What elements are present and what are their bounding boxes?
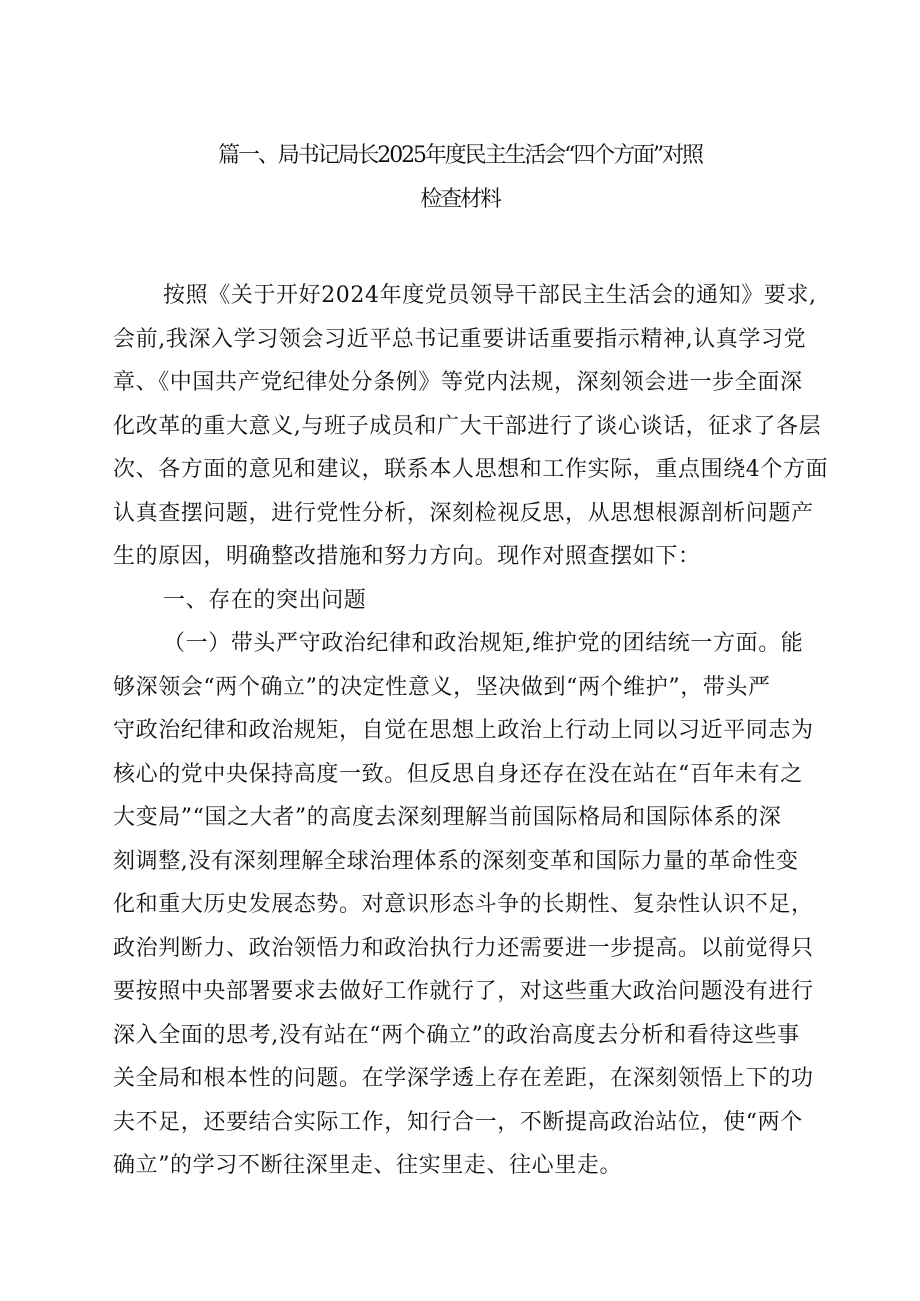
paragraph-2-line: 要按照中央部署要求去做好工作就行了，对这些重大政治问题没有进行 <box>113 979 814 1004</box>
paragraph-1-line: 章、《中国共产党纪律处分条例》等党内法规，深刻领会进一步全面深 <box>113 370 803 395</box>
paragraph-1-line: 会前,我深入学习领会习近平总书记重要讲话重要指示精神,认真学习党 <box>113 326 807 352</box>
paragraph-2-line: 够深领会“两个确立”的决定性意义，坚决做到“两个维护”，带头严 <box>113 674 771 700</box>
paragraph-2-line: 化和重大历史发展态势。对意识形态斗争的长期性、复杂性认识不足， <box>113 892 814 917</box>
paragraph-1-line: 认真查摆问题，进行党性分析，深刻检视反思，从思想根源剖析问题产 <box>113 500 814 526</box>
document-title-line-1: 篇一、局书记局长2025年度民主生活会“四个方面”对照 <box>218 143 702 168</box>
document-title-line-2: 检查材料 <box>420 187 500 212</box>
paragraph-2-line: 深入全面的思考,没有站在“两个确立”的政治高度去分析和看待这些事 <box>113 1022 800 1048</box>
paragraph-2-line: 关全局和根本性的问题。在学深学透上存在差距，在深刻领悟上下的功 <box>113 1066 814 1091</box>
paragraph-2-line: 确立”的学习不断往深里走、往实里走、往心里走。 <box>113 1153 623 1178</box>
paragraph-2-line: 核心的党中央保持高度一致。但反思自身还存在没在站在“百年未有之 <box>113 761 803 787</box>
paragraph-2-line: 刻调整,没有深刻理解全球治理体系的深刻变革和国际力量的革命性变 <box>113 848 799 874</box>
paragraph-2-line: 大变局”“国之大者”的高度去深刻理解当前国际格局和国际体系的深 <box>113 805 782 830</box>
paragraph-2-line: 守政治纪律和政治规矩，自觉在思想上政治上行动上同以习近平同志为 <box>113 718 814 743</box>
paragraph-2-line: 政治判断力、政治领悟力和政治执行力还需要进一步提高。以前觉得只 <box>113 935 814 961</box>
paragraph-1-line: 次、各方面的意见和建议，联系本人思想和工作实际，重点围绕4个方面 <box>113 457 829 482</box>
paragraph-1-line: 生的原因，明确整改措施和努力方向。现作对照查摆如下： <box>113 544 701 569</box>
paragraph-1-line: 按照《关于开好2024年度党员领导干部民主生活会的通知》要求, <box>163 283 817 308</box>
section-heading: 一、存在的突出问题 <box>163 587 367 613</box>
paragraph-2-line: 夫不足，还要结合实际工作，知行合一，不断提高政治站位，使“两个 <box>113 1109 803 1135</box>
paragraph-2-line: （一）带头严守政治纪律和政治规矩,维护党的团结统一方面。能 <box>163 631 804 656</box>
paragraph-1-line: 化改革的重大意义,与班子成员和广大干部进行了谈心谈话，征求了各层 <box>113 413 822 439</box>
document-body <box>113 274 833 1188</box>
